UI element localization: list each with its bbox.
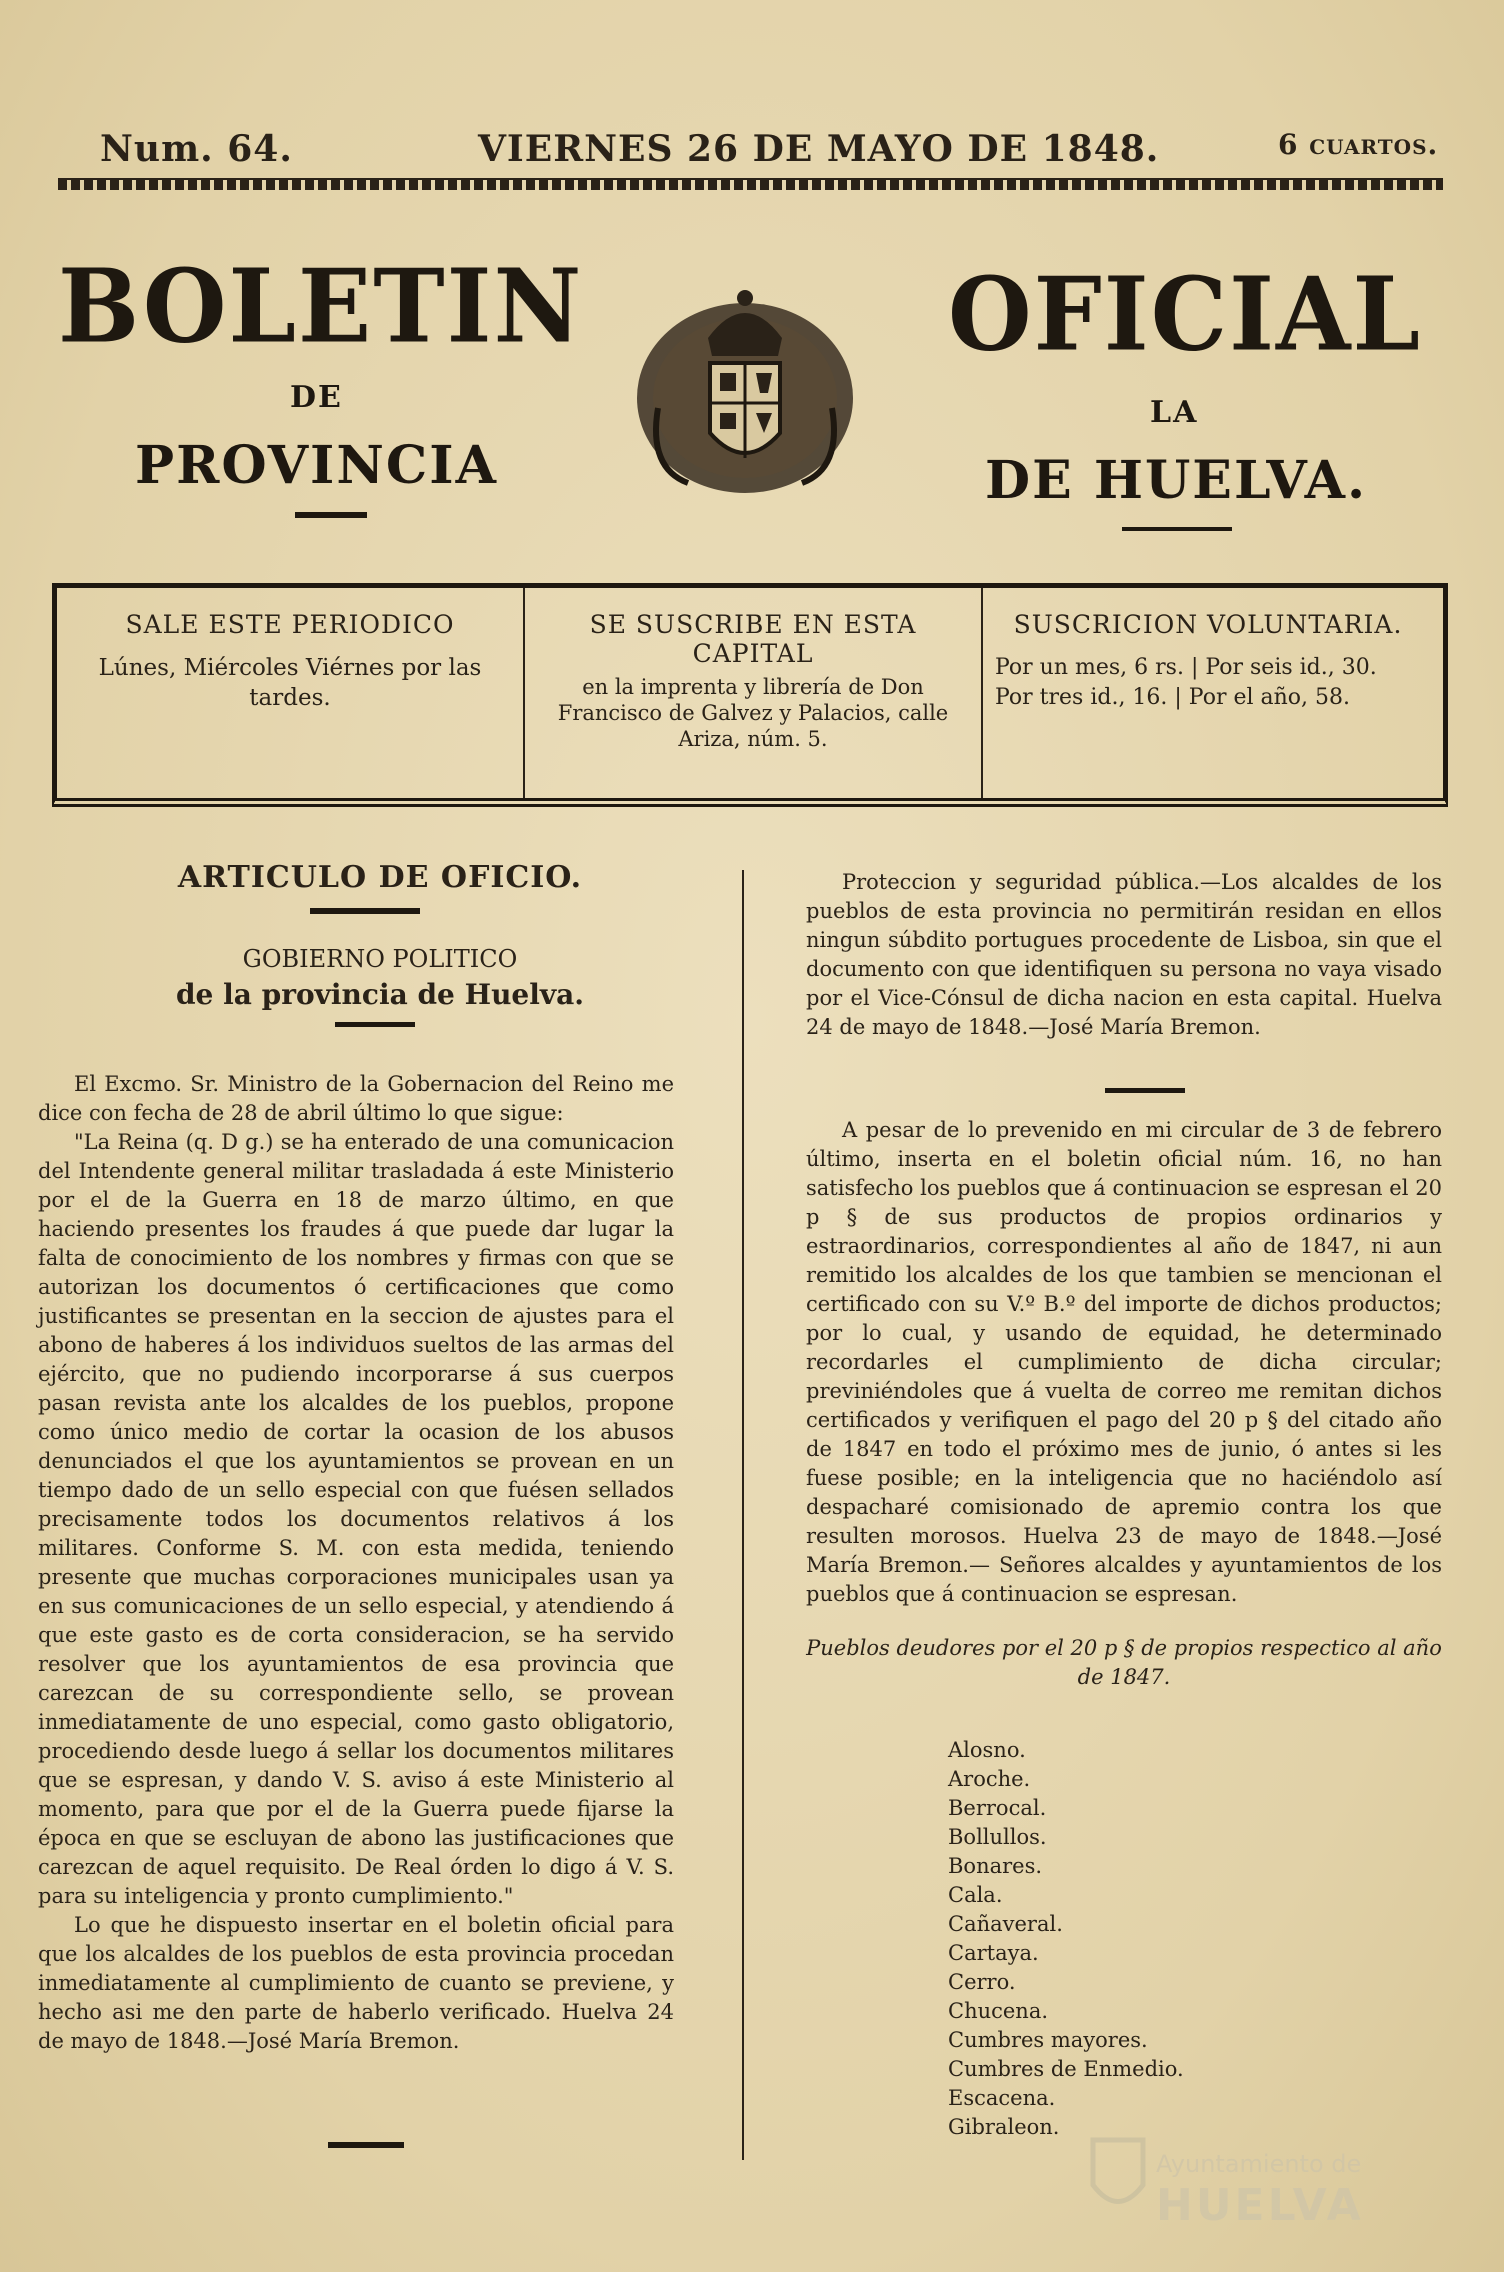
gov-line1: GOBIERNO POLITICO bbox=[242, 945, 518, 973]
towns-list bbox=[948, 1736, 1184, 2142]
masthead-de: DE bbox=[290, 380, 343, 415]
masthead-de-huelva: DE HUELVA. bbox=[985, 450, 1368, 511]
masthead-la: LA bbox=[1150, 395, 1199, 430]
town-item: Aroche. bbox=[948, 1767, 1031, 1791]
issue-date: VIERNES 26 DE MAYO DE 1848. bbox=[478, 128, 1160, 170]
town-item: Cañaveral. bbox=[948, 1912, 1063, 1936]
masthead-oficial: OFICIAL bbox=[948, 255, 1422, 374]
issue-number: Num. 64. bbox=[100, 128, 293, 170]
ornament-rule bbox=[1105, 1088, 1185, 1093]
right-paragraph: A pesar de lo prevenido en mi circular de 3 de febrero último, inserta en el boletin oficial núm. 16, no han satisfecho los pueblos que á continuacion se espresan el 20 p § de sus productos de propios ordinarios y estraordinarios, correspondientes al año de 1847, ni aun remitido los alcaldes de los que tambien se mencionan el certificado con su V.º B.º del importe de dichos productos; por lo cual, y usando de equidad, he determinado recordarles el cumplimiento de dicha circular; previniéndoles que á vuelta de correo me remitan dichos certificados y verifiquen el pago del 20 p § del citado año de 1847 en todo el próximo mes de junio, ó antes si les fuese posible; en la inteligencia que no haciéndolo así despacharé comisionado de apremio contra los que resulten morosos. Huelva 23 de mayo de 1848.—José María Bremon.— Señores alcaldes y ayuntamientos de los pueblos que á continuacion se espresan. bbox=[806, 1118, 1442, 1606]
towns-list-title: Pueblos deudores por el 20 p § de propios respectico al año de 1847. bbox=[806, 1636, 1442, 1689]
town-item: Escacena. bbox=[948, 2086, 1056, 2110]
town-item: Bonares. bbox=[948, 1854, 1043, 1878]
town-item: Cerro. bbox=[948, 1970, 1016, 1994]
left-paragraph: Lo que he dispuesto insertar en el boletin oficial para que los alcaldes de los pueblos de esta provincia procedan inmediatamente al cumplimiento de cuanto se previene, y hecho asi me den parte de haberlo verificado. Huelva 24 de mayo de 1848.—José María Bremon. bbox=[38, 1913, 674, 2053]
town-item: Cumbres mayores. bbox=[948, 2028, 1148, 2052]
box-subscribe-heading: SE SUSCRIBE EN ESTA CAPITAL bbox=[589, 610, 917, 668]
town-item: Cartaya. bbox=[948, 1941, 1039, 1965]
masthead-boletin: BOLETIN bbox=[58, 247, 584, 366]
box-subscribe-text: en la imprenta y librería de Don Francisco de Galvez y Palacios, calle Ariza, núm. 5. bbox=[557, 675, 949, 751]
right-column-text-2 bbox=[806, 1116, 1442, 1609]
watermark-line2: HUELVA bbox=[1156, 2180, 1364, 2231]
town-item: Cala. bbox=[948, 1883, 1003, 1907]
coat-of-arms-icon bbox=[628, 268, 863, 503]
chain-rule bbox=[58, 178, 1443, 190]
masthead-rule-right bbox=[1122, 527, 1232, 531]
box-schedule-text: Lúnes, Miércoles Viérnes por las tardes. bbox=[98, 655, 482, 711]
issue-price: 6 cuartos. bbox=[1278, 128, 1439, 161]
town-item: Alosno. bbox=[948, 1738, 1026, 1762]
ornament-rule bbox=[310, 908, 420, 914]
watermark-shield-icon bbox=[1088, 2130, 1148, 2220]
box-col-subscribe bbox=[525, 588, 981, 798]
ornament-rule bbox=[335, 1022, 415, 1027]
box-prices-heading: SUSCRICION VOLUNTARIA. bbox=[1013, 610, 1403, 639]
town-item: Berrocal. bbox=[948, 1796, 1047, 1820]
box-schedule-heading: SALE ESTE PERIODICO bbox=[125, 610, 455, 639]
box-prices-row2: Por tres id., 16. | Por el año, 58. bbox=[995, 685, 1351, 710]
ornament-rule bbox=[328, 2142, 404, 2148]
box-col-schedule bbox=[57, 588, 523, 798]
town-item: Bollullos. bbox=[948, 1825, 1047, 1849]
left-paragraph: "La Reina (q. D g.) se ha enterado de una comunicacion del Intendente general militar trasladada á este Ministerio por el de la Guerra en 18 de marzo último, en que haciendo presentes los fraudes á que puede dar lugar la falta de conocimiento de los nombres y firmas con que se autorizan los documentos ó certificaciones que como justificantes se presentan en la seccion de ajustes para el abono de haberes á los individuos sueltos de las armas del ejército, que no pudiendo incorporarse á sus cuerpos pasan revista ante los alcaldes de los pueblos, propone como único medio de cortar la ocasion de los abusos denunciados el que los ayuntamientos se provean en un tiempo dado de un sello especial con que fuésen sellados precisamente todos los documentos relativos á los militares. Conforme S. M. con esta medida, teniendo presente que muchas corporaciones municipales usan ya en sus comunicaciones de un sello especial, y atendiendo á que este gasto es de corta consideracion, se ha servido resolver que los ayuntamientos de esa provincia que carezcan de su correspondiente sello, se provean inmediatamente de uno especial, como gasto obligatorio, procediendo desde luego á sellar los documentos militares que se espresan, y dando V. S. aviso á este Ministerio al momento, para que por el de la Guerra puede fijarse la época en que se escluyan de abono las justificaciones que carezcan de aquel requisito. De Real órden lo digo á V. S. para su inteligencia y pronto cumplimiento." bbox=[38, 1130, 674, 1908]
right-paragraph: Proteccion y seguridad pública.—Los alcaldes de los pueblos de esta provincia no permitirán residan en ellos ningun súbdito portugues procedente de Lisboa, sin que el documento con que identifiquen su persona no vaya visado por el Vice-Cónsul de dicha nacion en esta capital. Huelva 24 de mayo de 1848.—José María Bremon. bbox=[806, 870, 1442, 1039]
left-column-text bbox=[38, 1070, 674, 2056]
subscription-box bbox=[52, 583, 1448, 807]
box-prices-row1: Por un mes, 6 rs. | Por seis id., 30. bbox=[995, 655, 1377, 680]
masthead-provincia: PROVINCIA bbox=[135, 435, 498, 496]
masthead-rule-left bbox=[295, 512, 367, 518]
section-title: ARTICULO DE OFICIO. bbox=[177, 860, 583, 895]
town-item: Cumbres de Enmedio. bbox=[948, 2057, 1184, 2081]
watermark-line1: Ayuntamiento de bbox=[1156, 2150, 1362, 2178]
town-item: Chucena. bbox=[948, 1999, 1049, 2023]
left-paragraph: El Excmo. Sr. Ministro de la Gobernacion del Reino me dice con fecha de 28 de abril último lo que sigue: bbox=[38, 1072, 674, 1125]
town-item: Gibraleon. bbox=[948, 2115, 1060, 2139]
right-column-text-1 bbox=[806, 868, 1442, 1042]
gov-line2: de la provincia de Huelva. bbox=[175, 978, 585, 1011]
box-col-prices bbox=[983, 588, 1433, 798]
column-divider bbox=[742, 870, 744, 2160]
